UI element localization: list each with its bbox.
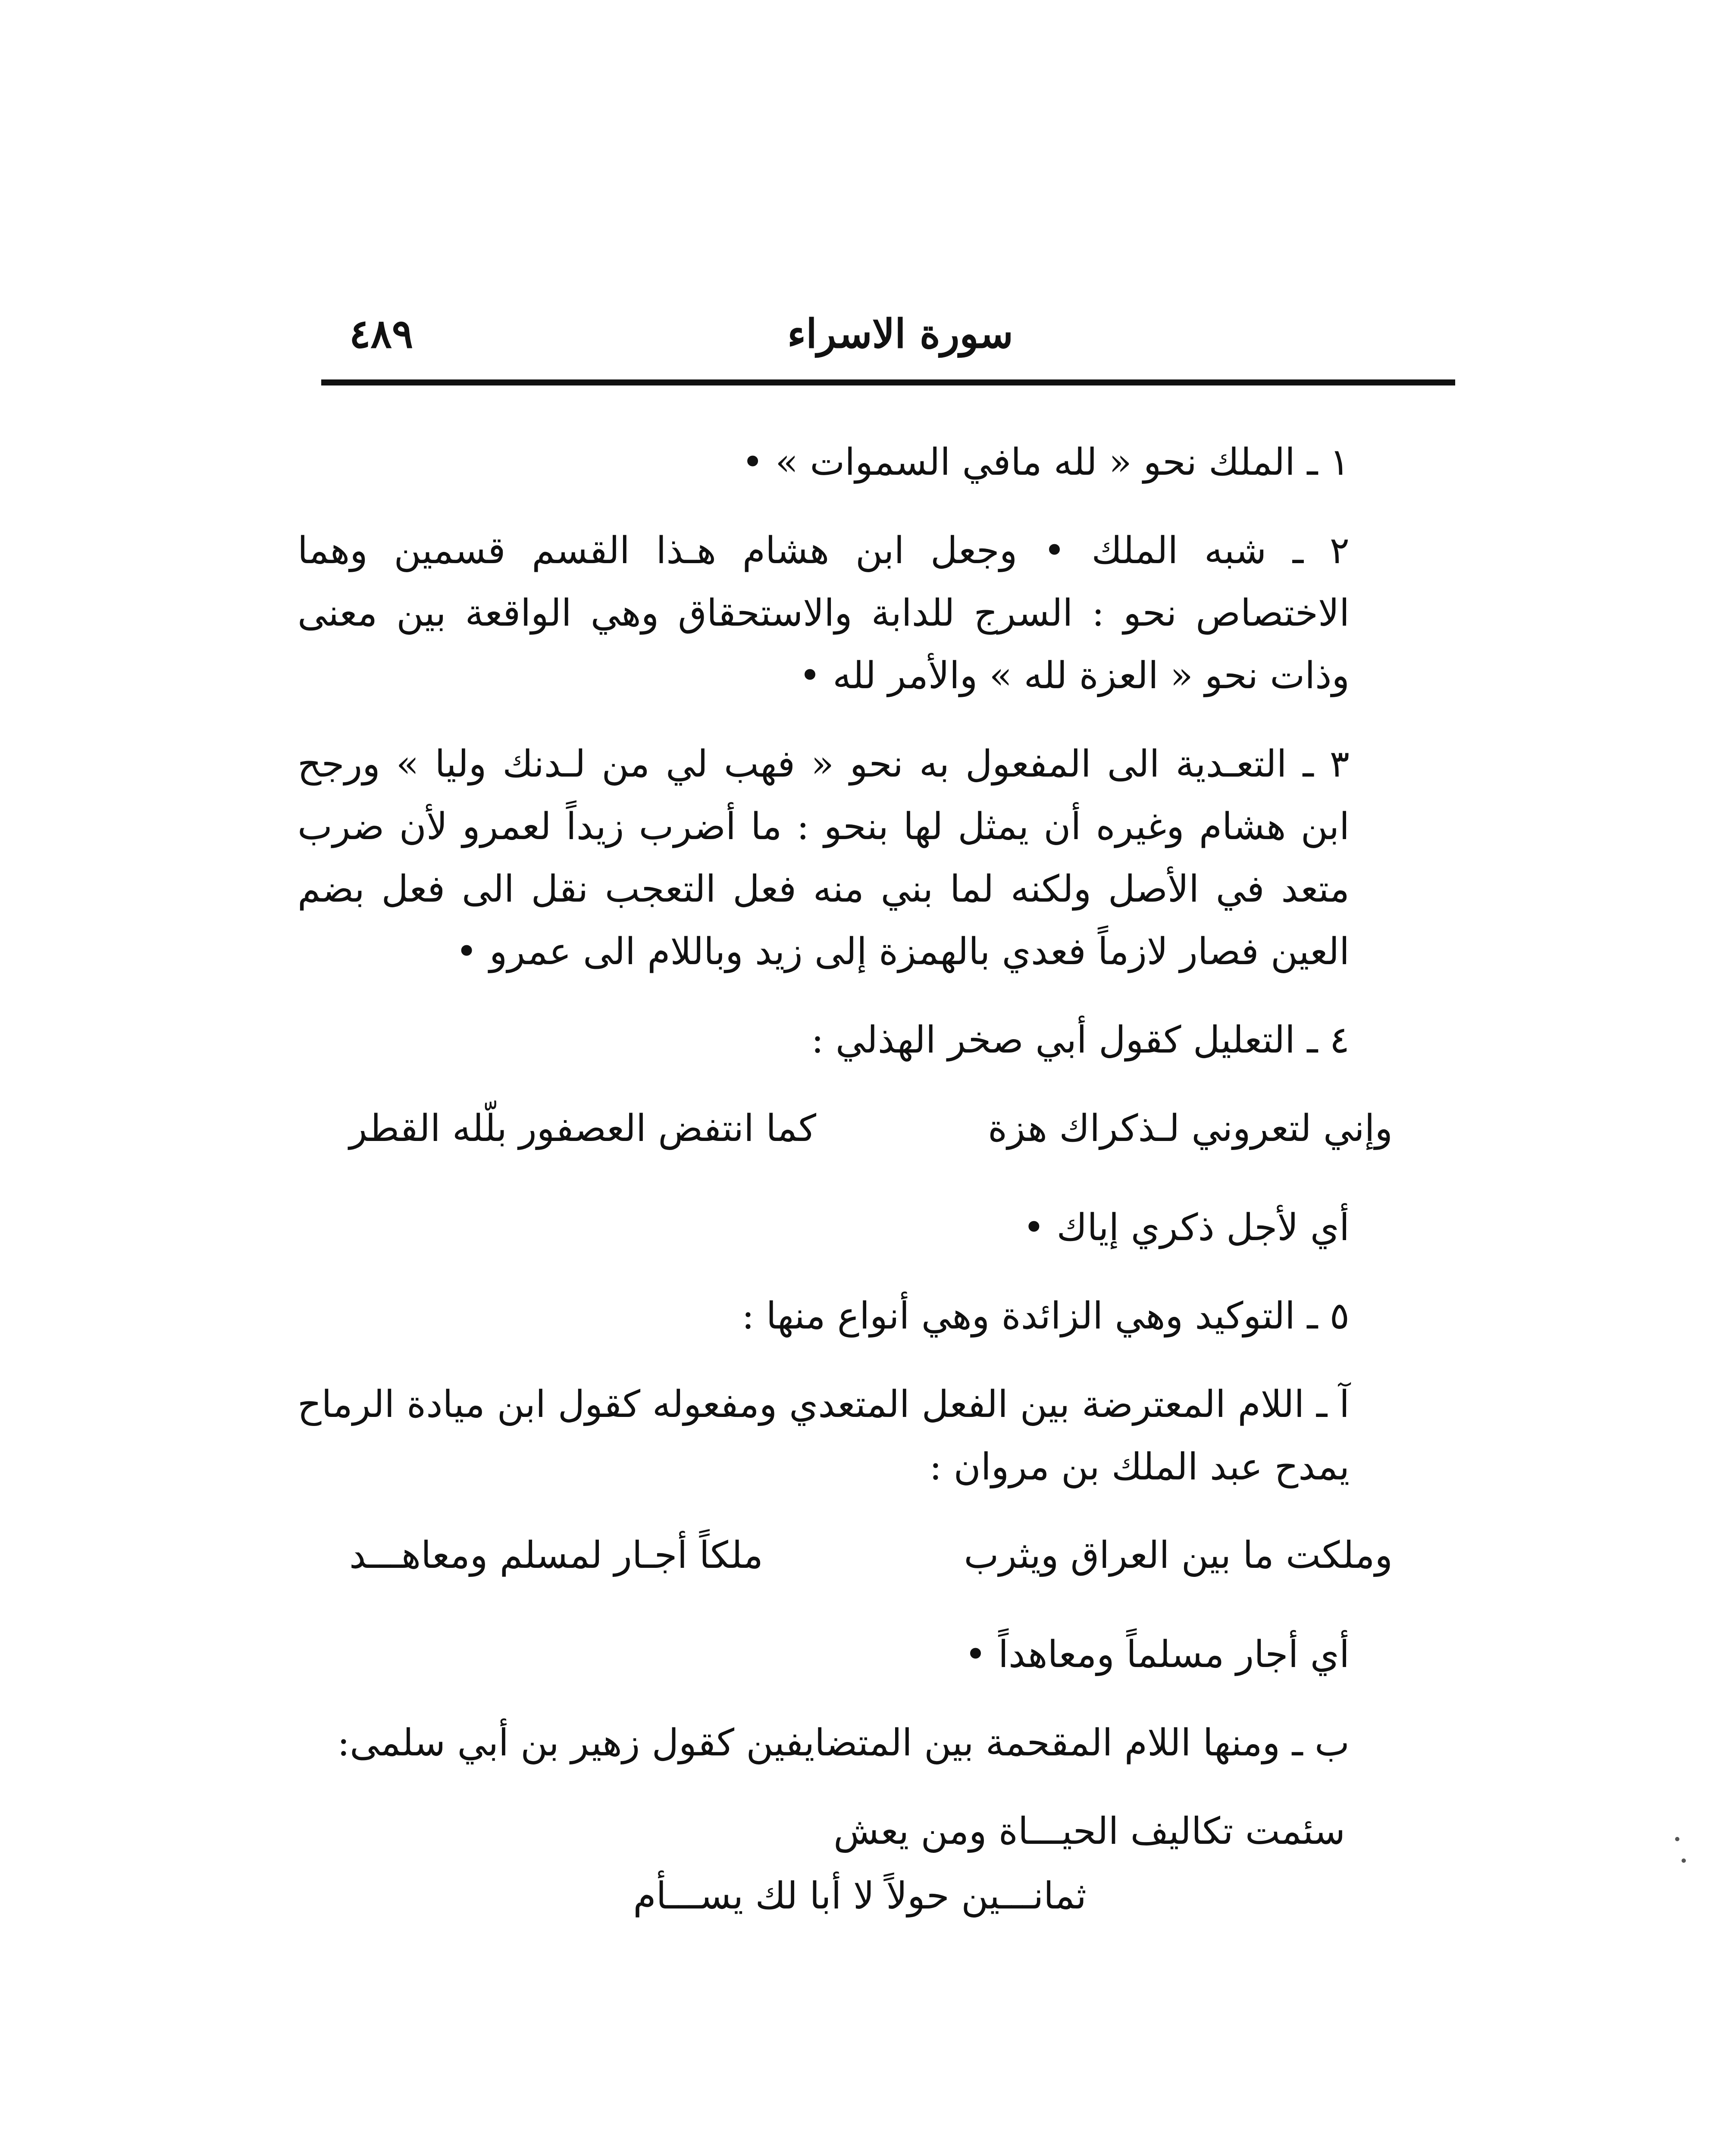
paragraph-5: أي لأجل ذكري إياك • bbox=[1023, 1206, 1350, 1249]
paragraph-3: ٣ ـ التعـدية الى المفعول به نحو « فهب لي من لـدنك وليا » ورجح ابن هشام وغيره أن يمثل لها بنحو : ما أضرب زيداً لعمرو لأن ضرب متعد في الأصل ولكنه لما بني منه فعل التعجب نقل الى فعل بضم العين فصار لازماً فعدي بالهمزة إلى زيد وباللام الى عمرو • bbox=[298, 743, 1350, 973]
verse-3-first-line: سئمت تكاليف الحيـــاة ومن يعش bbox=[833, 1810, 1345, 1853]
page-title: سورة الاسراء bbox=[787, 310, 1013, 357]
scan-speck bbox=[1682, 1858, 1686, 1863]
verse-1 bbox=[298, 1097, 1457, 1162]
scan-speck bbox=[1675, 1837, 1679, 1841]
verse-3-second-line: ثمانـــين حولاً لا أبا لك يســـأم bbox=[633, 1874, 1087, 1918]
verse-1-second-hemistich: كما انتفض العصفور بلّله القطر bbox=[349, 1107, 817, 1150]
verse-2-second-hemistich: ملكاً أجـار لمسلم ومعاهـــد bbox=[349, 1534, 763, 1577]
page-body bbox=[298, 431, 1457, 1930]
paragraph-1: ١ ـ الملك نحو « لله مافي السموات » • bbox=[742, 441, 1350, 484]
paragraph-7: آ ـ اللام المعترضة بين الفعل المتعدي ومفعوله كقول ابن ميادة الرماح يمدح عبد الملك بن مروان : bbox=[298, 1383, 1350, 1489]
header-rule bbox=[321, 379, 1455, 385]
paragraph-6: ٥ ـ التوكيد وهي الزائدة وهي أنواع منها : bbox=[742, 1294, 1350, 1338]
paragraph-8: أي أجار مسلماً ومعاهداً • bbox=[965, 1633, 1350, 1676]
verse-2-first-hemistich: وملكت ما بين العراق ويثرب bbox=[964, 1534, 1393, 1577]
paragraph-2: ٢ ـ شبه الملك • وجعل ابن هشام هـذا القسم قسمين وهما الاختصاص نحو : السرج للدابة والاستحقاق وهي الواقعة بين معنى وذات نحو « العزة لله » والأمر لله • bbox=[298, 529, 1350, 697]
paragraph-9: ب ـ ومنها اللام المقحمة بين المتضايفين كقول زهير بن أبي سلمى: bbox=[337, 1721, 1350, 1764]
verse-2 bbox=[298, 1524, 1457, 1589]
page-number: ٤٨٩ bbox=[349, 310, 413, 357]
verse-1-first-hemistich: وإني لتعروني لـذكراك هزة bbox=[988, 1107, 1393, 1150]
page-header bbox=[319, 293, 1457, 375]
paragraph-4: ٤ ـ التعليل كقول أبي صخر الهذلي : bbox=[811, 1018, 1350, 1062]
verse-3 bbox=[298, 1800, 1457, 1930]
